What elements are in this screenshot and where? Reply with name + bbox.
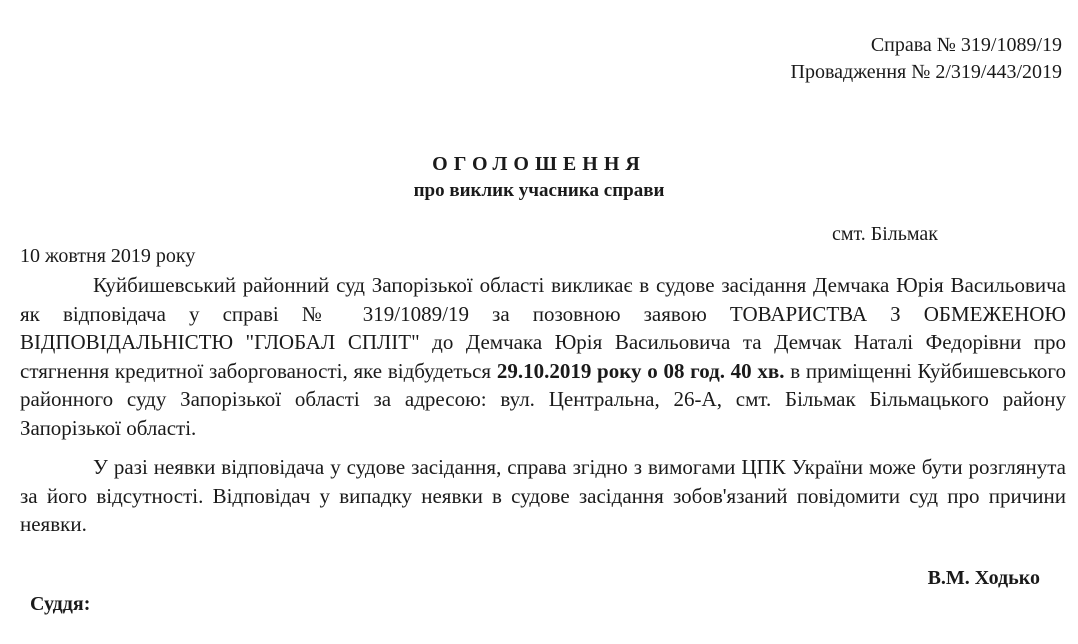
notice-title: ОГОЛОШЕННЯ — [432, 153, 646, 175]
summons-text-part1: Куйбишевський районний суд Запорізької області викликає в судове засідання Демчака Юрія Васильовича як відповідача у справі № 319/1089/19 за позовною заявою ТОВАРИСТВА З ОБМЕЖЕНОЮ ВІДПОВІДАЛЬНІСТЮ "ГЛОБАЛ СПЛІТ" до Демчака Юрія Васильовича та Демчак Наталі Федорівни про стягнення кредитної заборгованості, яке відбудеться — [20, 273, 1066, 383]
issue-date: 10 жовтня 2019 року — [20, 245, 196, 267]
place-of-issue: смт. Більмак — [832, 223, 939, 245]
absence-paragraph: У разі неявки відповідача у судове засідання, справа згідно з вимогами ЦПК України може бути розглянута за його відсутності. Відповідач у випадку неявки в судове засідання зобов'язаний повідомити суд про причини неявки. — [20, 455, 1066, 536]
notice-subtitle: про виклик учасника справи — [413, 180, 665, 201]
judge-name: В.М. Ходько — [927, 567, 1040, 589]
proceeding-number: Провадження № 2/319/443/2019 — [790, 61, 1062, 83]
hearing-datetime: 29.10.2019 року о 08 год. 40 хв. — [496, 358, 785, 383]
case-info — [791, 32, 1062, 86]
summons-paragraph — [20, 271, 1066, 442]
summons-text-part2: в приміщенні Куйбишевського районного суду Запорізької області за адресою: вул. Центральна, 26-А, смт. Більмак Більмацького району Запорізької області. — [20, 358, 1066, 440]
judge-label: Суддя: — [30, 593, 91, 615]
case-number: Справа № 319/1089/19 — [870, 34, 1062, 56]
